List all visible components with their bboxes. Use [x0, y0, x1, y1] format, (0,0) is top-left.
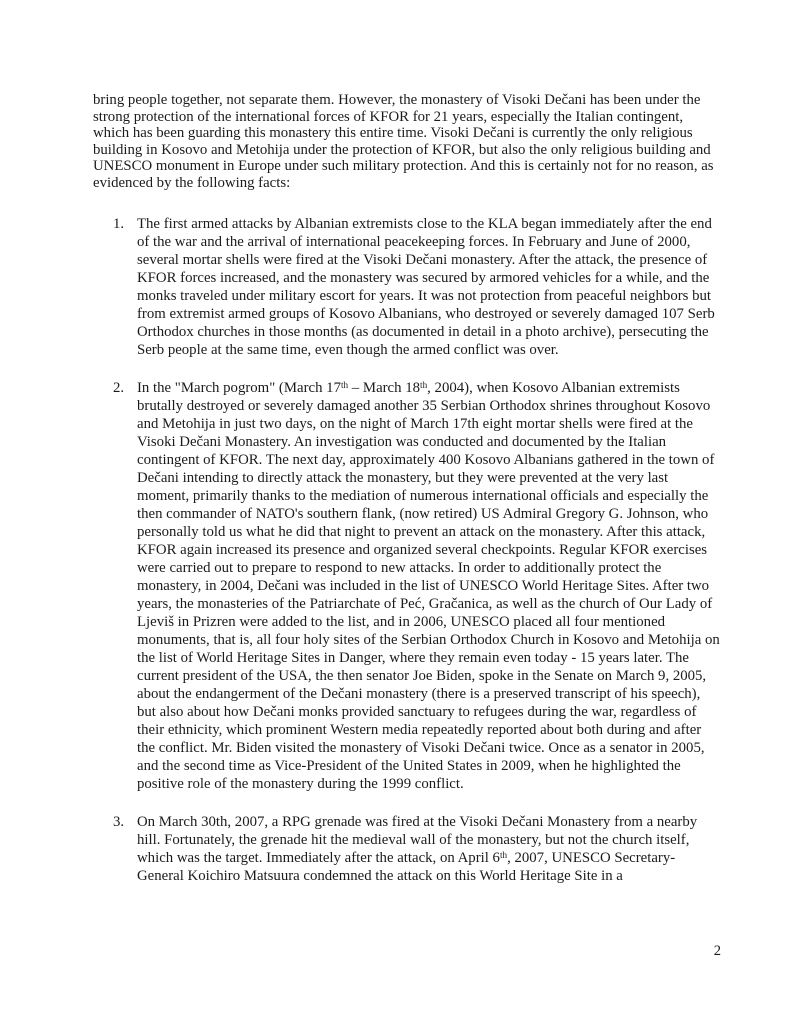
- text-segment: On March 30th, 2007, a RPG grenade was fired at the Visoki Dečani Monastery from a nearby hill. Fortunately, the grenade hit the medieval wall of the monastery, but not the church itself, which was the target. Immediately after the attack, on April 6: [137, 814, 698, 866]
- ordinal-superscript: th: [340, 379, 349, 390]
- list-item-number: 1.: [113, 216, 125, 232]
- ordinal-superscript: th: [499, 849, 508, 860]
- text-segment: In the "March pogrom" (March 17: [137, 380, 341, 396]
- list-item-text: [137, 216, 715, 358]
- text-segment: – March 18: [348, 380, 421, 396]
- text-segment: The first armed attacks by Albanian extremists close to the KLA began immediately after the end of the war and the arrival of international peacekeeping forces. In February and June of 2000, several mortar shells were fired at the Visoki Dečani monastery. After the attack, the presence of KFOR forces increased, and the monastery was secured by armored vehicles for a while, and the monks traveled under military escort for years. It was not protection from peaceful neighbors but from extremist armed groups of Kosovo Albanians, who destroyed or severely damaged 107 Serb Orthodox churches in those months (as documented in detail in a photo archive), persecuting the Serb people at the same time, even though the armed conflict was over.: [137, 216, 715, 358]
- list-item-number: 2.: [113, 380, 125, 396]
- page-content: [93, 92, 721, 885]
- list-item-text: [137, 814, 697, 884]
- facts-list: [93, 215, 721, 885]
- ordinal-superscript: th: [420, 379, 428, 390]
- list-item-number: 3.: [113, 814, 125, 830]
- list-item-text: [137, 380, 720, 792]
- page-number: 2: [713, 943, 721, 959]
- list-item-2: [93, 379, 721, 793]
- text-segment: , 2004), when Kosovo Albanian extremists brutally destroyed or severely damaged another 35 Serbian Orthodox shrines throughout Kosovo and Metohija in just two days, on the night of March 17th eight mortar shells were fired at the Visoki Dečani Monastery. An investigation was conducted and documented by the Italian contingent of KFOR. The next day, approximately 400 Kosovo Albanians gathered in the town of Dečani intending to directly attack the monastery, but they were prevented at the very last moment, primarily thanks to the mediation of numerous international officials and especially the then commander of NATO's southern flank, (now retired) US Admiral Gregory G. Johnson, who personally told us what he did that night to prevent an attack on the monastery. After this attack, KFOR again increased its presence and organized several checkpoints. Regular KFOR exercises were carried out to prepare to respond to new attacks. In order to additionally protect the monastery, in 2004, Dečani was included in the list of UNESCO World Heritage Sites. After two years, the monasteries of the Patriarchate of Peć, Gračanica, as well as the church of Our Lady of Ljeviš in Prizren were added to the list, and in 2006, UNESCO placed all four mentioned monuments, that is, all four holy sites of the Serbian Orthodox Church in Kosovo and Metohija on the list of World Heritage Sites in Danger, where they remain even today - 15 years later. The current president of the USA, the then senator Joe Biden, spoke in the Senate on March 9, 2005, about the endangerment of the Dečani monastery (there is a preserved transcript of his speech), but also about how Dečani monks provided sanctuary to refugees during the war, regardless of their ethnicity, which prominent Western media repeatedly reported about both during and after the conflict. Mr. Biden visited the monastery of Visoki Dečani twice. Once as a senator in 2005, and the second time as Vice-President of the United States in 2009, when he highlighted the positive role of the monastery during the 1999 conflict.: [137, 380, 720, 792]
- text-segment: , 2007, UNESCO Secretary-General Koichiro Matsuura condemned the attack on this World Heritage Site in a: [137, 850, 676, 884]
- list-item-1: [93, 215, 721, 359]
- intro-paragraph: bring people together, not separate them. However, the monastery of Visoki Dečani has been under the strong protection of the international forces of KFOR for 21 years, especially the Italian contingent, which has been guarding this monastery this entire time. Visoki Dečani is currently the only religious building in Kosovo and Metohija under the protection of KFOR, but also the only religious building and UNESCO monument in Europe under such military protection. And this is certainly not for no reason, as evidenced by the following facts:: [93, 92, 714, 191]
- list-item-3: [93, 813, 721, 885]
